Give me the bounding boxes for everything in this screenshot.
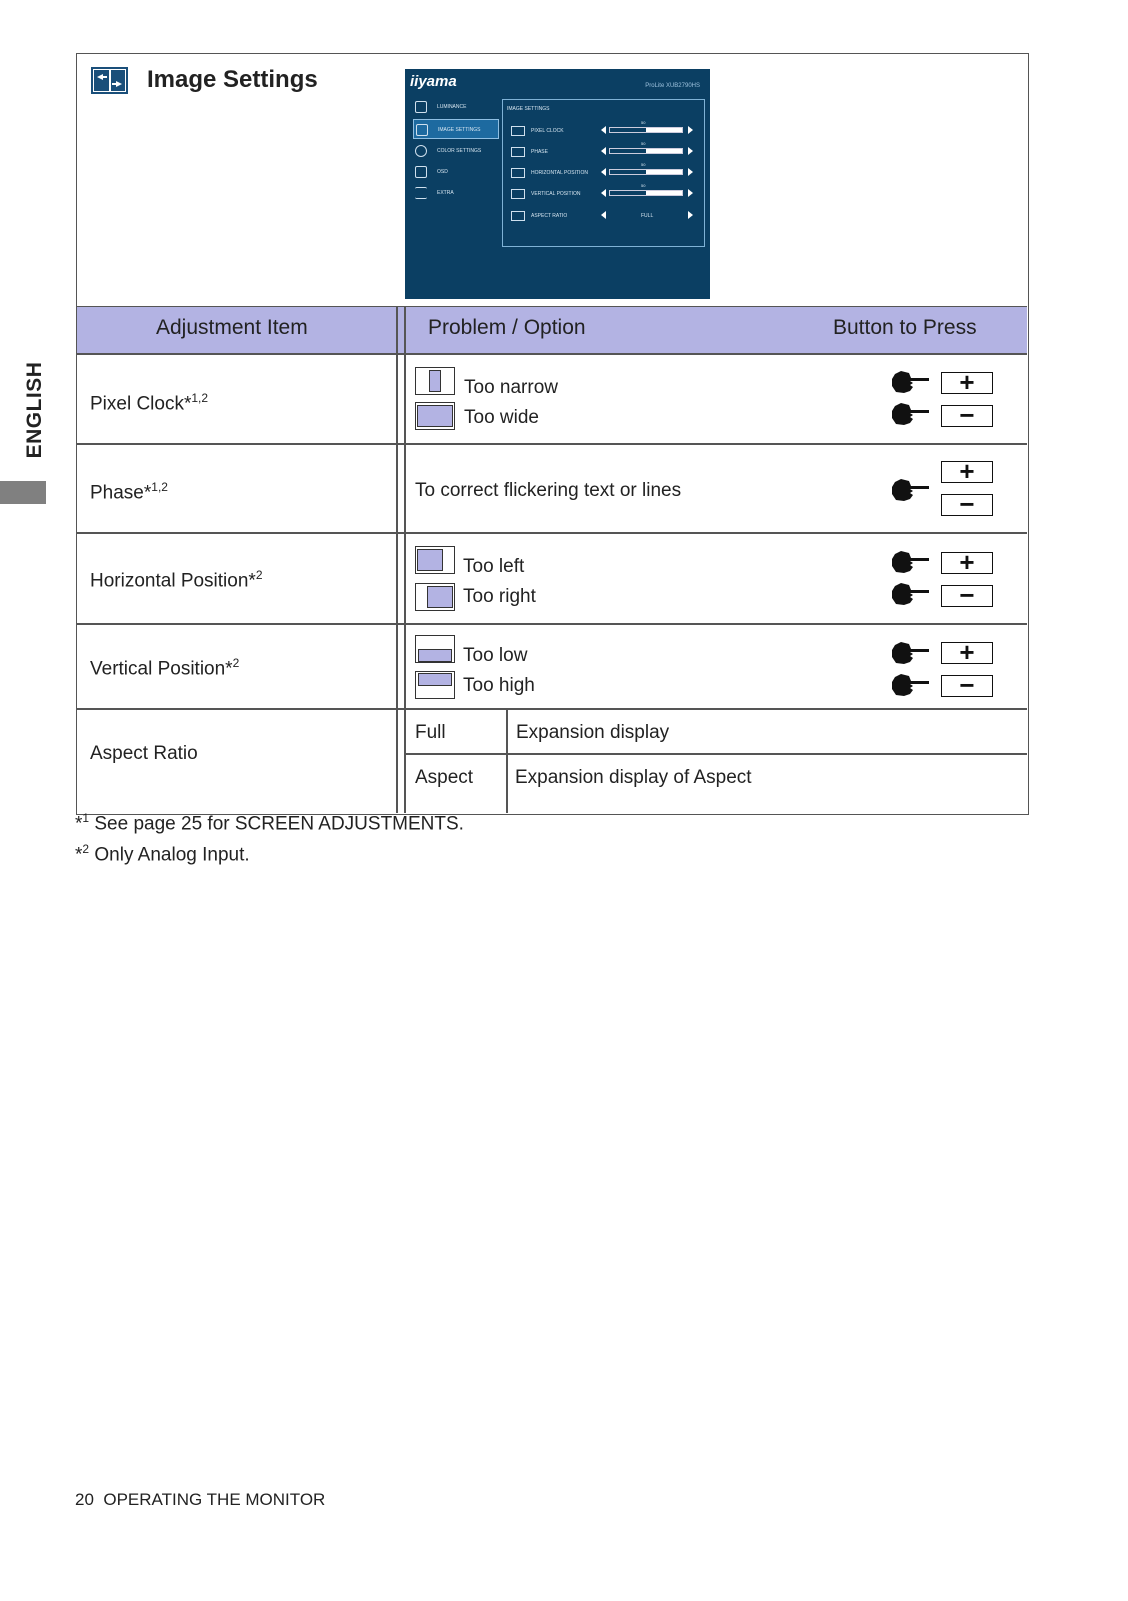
pointing-hand-icon bbox=[891, 582, 931, 606]
section-name: OPERATING THE MONITOR bbox=[103, 1490, 326, 1509]
vertical-position-icon bbox=[511, 189, 525, 199]
left-arrow-icon bbox=[601, 189, 606, 197]
osd-icon bbox=[415, 166, 427, 178]
image-settings-table bbox=[76, 53, 1029, 815]
osd-menu-extra: EXTRA bbox=[413, 183, 499, 203]
right-arrow-icon bbox=[688, 168, 693, 176]
footnote-1: *$^1$ See page 25 for SCREEN ADJUSTMENTS. bbox=[75, 811, 464, 835]
left-arrow-icon bbox=[601, 211, 606, 219]
left-arrow-icon bbox=[601, 126, 606, 134]
osd-panel bbox=[502, 99, 705, 247]
header-adjustment-item: Adjustment Item bbox=[156, 316, 308, 339]
sliders-icon bbox=[415, 187, 427, 199]
header-problem-option: Problem / Option bbox=[428, 316, 586, 339]
plus-button-icon: + bbox=[941, 642, 993, 664]
image-settings-icon bbox=[91, 67, 128, 94]
right-arrow-icon bbox=[688, 147, 693, 155]
page-footer bbox=[75, 1490, 325, 1510]
phase-icon bbox=[511, 147, 525, 157]
option-full: Full bbox=[415, 722, 446, 743]
osd-panel-title: IMAGE SETTINGS bbox=[507, 106, 550, 112]
pointing-hand-icon bbox=[891, 402, 931, 426]
pointing-hand-icon bbox=[891, 550, 931, 574]
right-arrow-icon bbox=[688, 126, 693, 134]
osd-menu-osd: OSD bbox=[413, 162, 499, 182]
osd-level-bar bbox=[609, 148, 683, 154]
section-title: Image Settings bbox=[147, 66, 318, 93]
minus-button-icon: − bbox=[941, 494, 993, 516]
model-name: ProLite XUB2790HS bbox=[645, 83, 700, 89]
page-number: 20 bbox=[75, 1490, 94, 1509]
osd-row-pixel-clock: PIXEL CLOCK 50 bbox=[511, 125, 701, 139]
pointing-hand-icon bbox=[891, 673, 931, 697]
osd-level-bar bbox=[609, 169, 683, 175]
row-label-aspect-ratio: Aspect Ratio bbox=[90, 743, 198, 764]
right-arrow-icon bbox=[688, 189, 693, 197]
horizontal-position-icon bbox=[511, 168, 525, 178]
header-button-to-press: Button to Press bbox=[833, 316, 977, 339]
osd-level-bar bbox=[609, 190, 683, 196]
plus-button-icon: + bbox=[941, 372, 993, 394]
image-settings-icon bbox=[416, 124, 428, 136]
image-left-icon bbox=[415, 546, 455, 574]
osd-menu-color-settings: COLOR SETTINGS bbox=[413, 141, 499, 161]
footnote-2: *$^2$ Only Analog Input. bbox=[75, 842, 250, 866]
sun-icon bbox=[415, 101, 427, 113]
description-aspect: Expansion display of Aspect bbox=[515, 767, 752, 788]
right-arrow-icon bbox=[688, 211, 693, 219]
row-label-phase: Phase*$^{1,2}$ bbox=[90, 480, 168, 504]
image-right-icon bbox=[415, 583, 455, 611]
pointing-hand-icon bbox=[891, 478, 931, 502]
row-label-vertical-position: Vertical Position*$^2$ bbox=[90, 656, 240, 680]
pointing-hand-icon bbox=[891, 641, 931, 665]
left-arrow-icon bbox=[601, 168, 606, 176]
option-too-right: Too right bbox=[463, 586, 536, 607]
image-low-icon bbox=[415, 635, 455, 663]
minus-button-icon: − bbox=[941, 405, 993, 427]
osd-screenshot bbox=[405, 69, 710, 299]
osd-menu-luminance: LUMINANCE bbox=[413, 97, 499, 117]
osd-menu-image-settings: IMAGE SETTINGS bbox=[413, 119, 499, 139]
minus-button-icon: − bbox=[941, 675, 993, 697]
plus-button-icon: + bbox=[941, 461, 993, 483]
image-high-icon bbox=[415, 671, 455, 699]
osd-row-aspect-ratio: ASPECT RATIO FULL bbox=[511, 210, 701, 224]
brand-logo: iiyama bbox=[410, 73, 457, 90]
description-full: Expansion display bbox=[516, 722, 670, 743]
left-arrow-icon bbox=[601, 147, 606, 155]
osd-level-bar bbox=[609, 127, 683, 133]
wide-image-icon bbox=[415, 402, 455, 430]
language-label: ENGLISH bbox=[23, 361, 46, 459]
osd-row-horizontal-position: HORIZONTAL POSITION 50 bbox=[511, 167, 701, 181]
option-too-left: Too left bbox=[463, 556, 525, 577]
option-correct-flickering: To correct flickering text or lines bbox=[415, 480, 682, 501]
row-label-horizontal-position: Horizontal Position*$^2$ bbox=[90, 568, 263, 592]
option-too-narrow: Too narrow bbox=[464, 377, 558, 398]
option-aspect: Aspect bbox=[415, 767, 474, 788]
narrow-image-icon bbox=[415, 367, 455, 395]
option-too-wide: Too wide bbox=[464, 407, 539, 428]
aspect-ratio-icon bbox=[511, 211, 525, 221]
language-tab-bar bbox=[0, 481, 46, 504]
pointing-hand-icon bbox=[891, 370, 931, 394]
row-label-pixel-clock: Pixel Clock*$^{1,2}$ bbox=[90, 391, 209, 415]
language-tab bbox=[22, 358, 48, 468]
option-too-high: Too high bbox=[463, 675, 535, 696]
osd-row-vertical-position: VERTICAL POSITION 50 bbox=[511, 188, 701, 202]
osd-row-phase: PHASE 50 bbox=[511, 146, 701, 160]
color-icon bbox=[415, 145, 427, 157]
plus-button-icon: + bbox=[941, 552, 993, 574]
option-too-low: Too low bbox=[463, 645, 528, 666]
minus-button-icon: − bbox=[941, 585, 993, 607]
pixel-clock-icon bbox=[511, 126, 525, 136]
